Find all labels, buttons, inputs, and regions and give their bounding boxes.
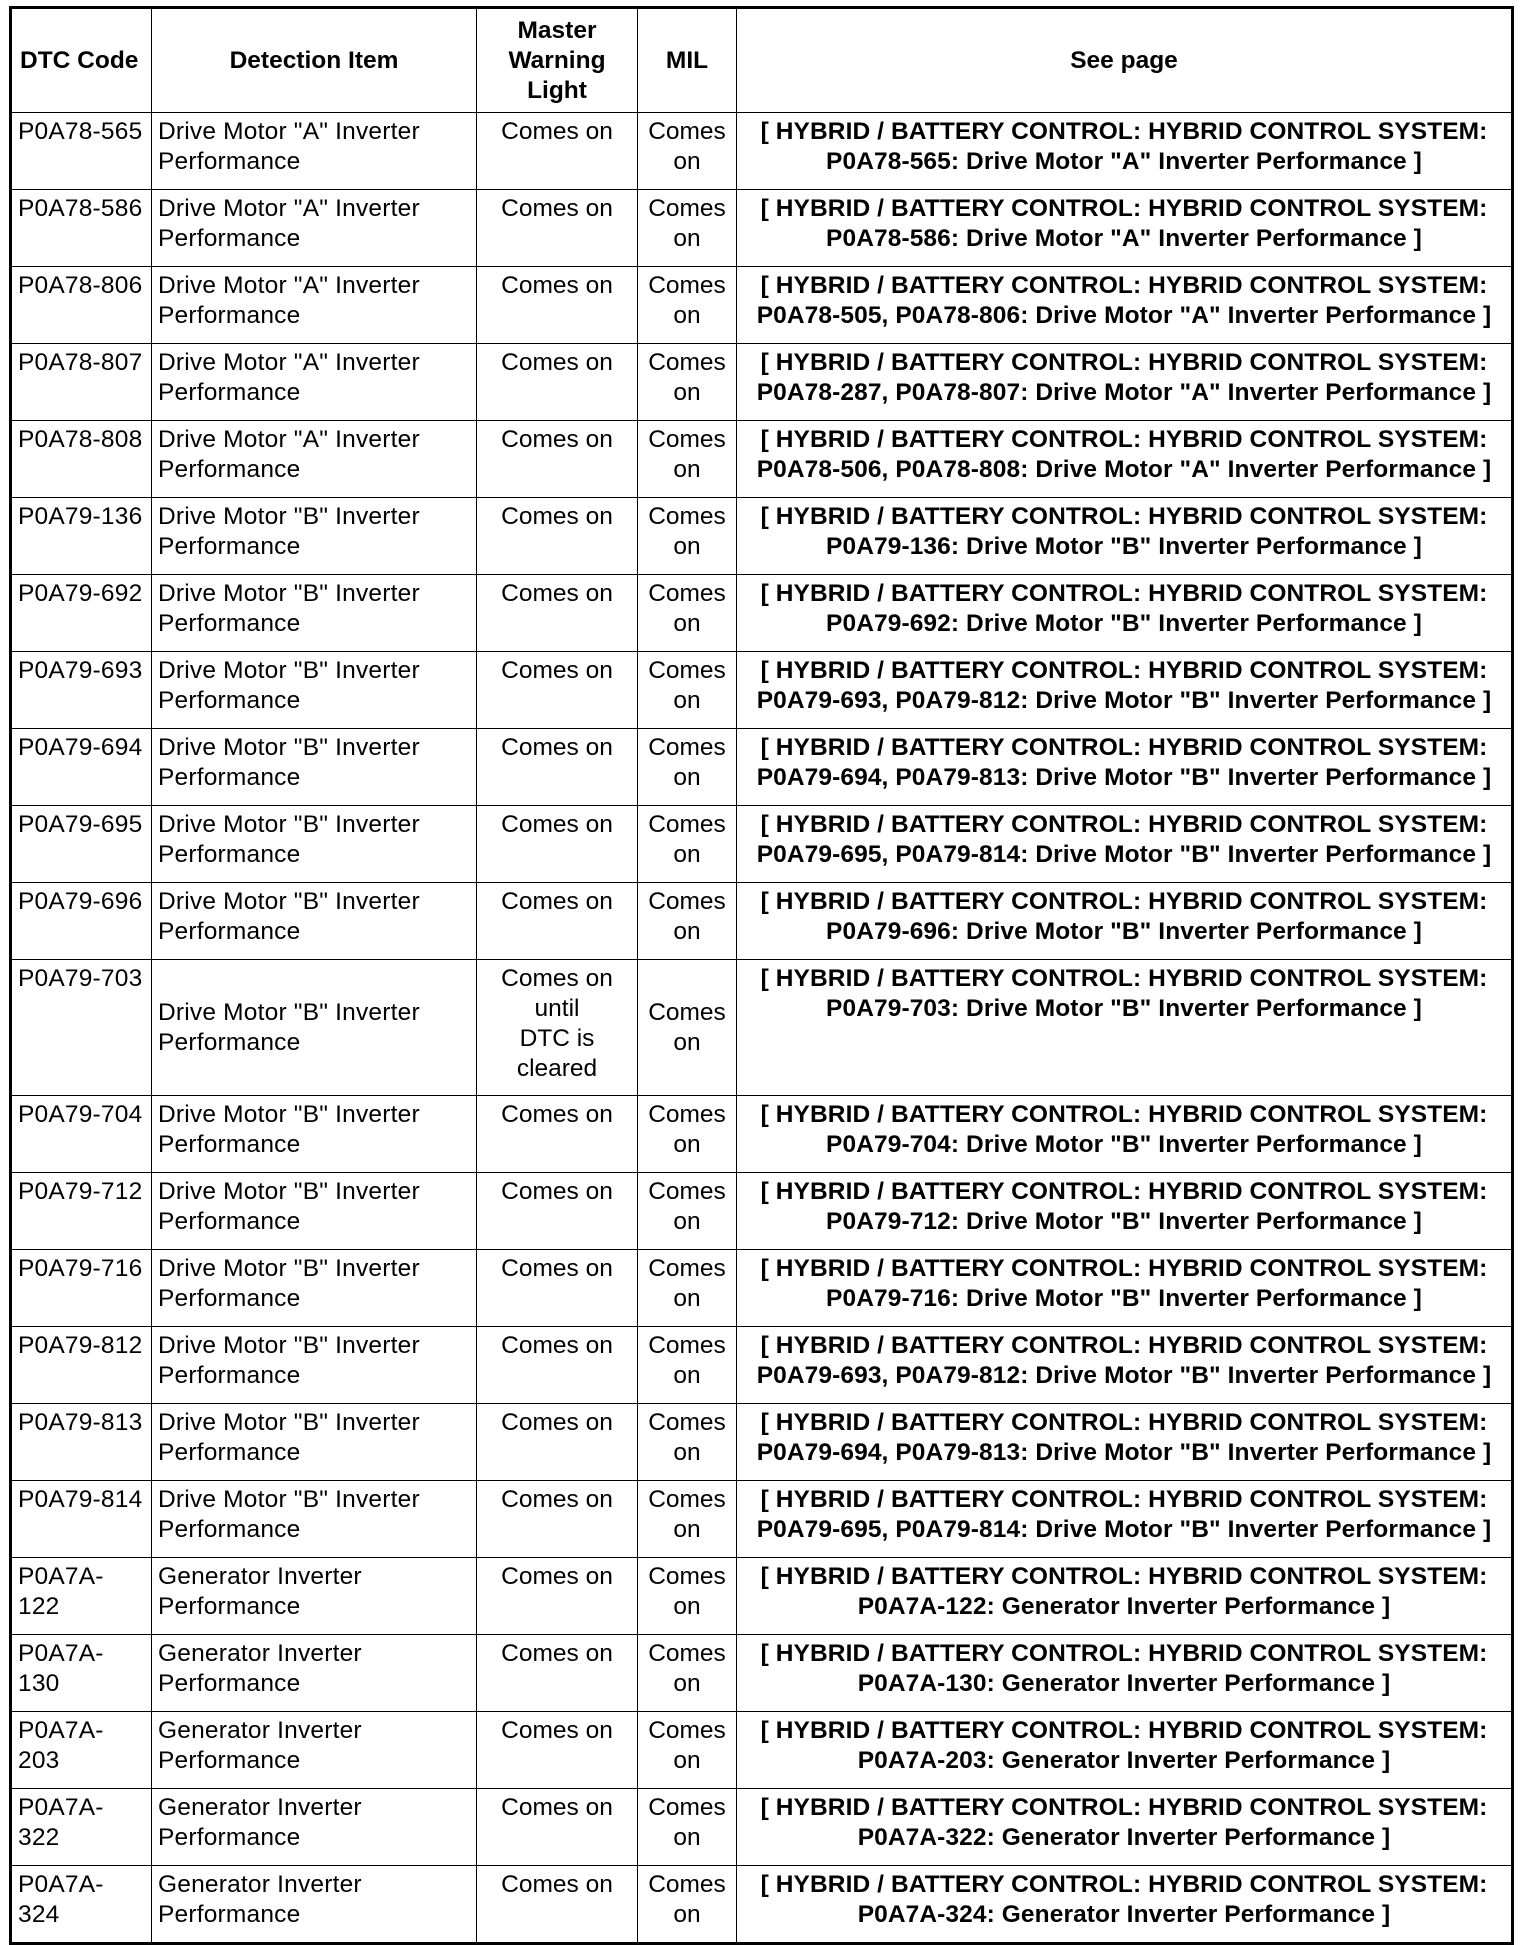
dtc-code-cell: P0A78-808 xyxy=(11,421,152,498)
detection-item-line: Performance xyxy=(158,456,301,483)
mil-line: Comes xyxy=(648,118,726,145)
see-page-line: P0A79-704: Drive Motor "B" Inverter Performance ] xyxy=(826,1131,1422,1158)
detection-item-line: Performance xyxy=(158,533,301,560)
see-page-line: [ HYBRID / BATTERY CONTROL: HYBRID CONTROL SYSTEM: xyxy=(760,657,1488,684)
mil-line: Comes xyxy=(648,580,726,607)
dtc-code-cell: P0A7A-324 xyxy=(11,1866,152,1944)
master-warning-light-cell: Comes on xyxy=(477,1558,638,1635)
mil-cell xyxy=(638,1712,737,1789)
detection-item-line: Drive Motor "B" Inverter xyxy=(158,1255,420,1282)
detection-item-line: Drive Motor "B" Inverter xyxy=(158,811,420,838)
see-page-line: P0A79-694, P0A79-813: Drive Motor "B" Inverter Performance ] xyxy=(756,764,1492,791)
mil-line: Comes xyxy=(648,1563,726,1590)
table-row xyxy=(11,883,1513,960)
mil-line: Comes xyxy=(648,1486,726,1513)
mil-line: on xyxy=(673,1439,701,1466)
table-row xyxy=(11,1173,1513,1250)
see-page-line: [ HYBRID / BATTERY CONTROL: HYBRID CONTROL SYSTEM: xyxy=(760,1486,1488,1513)
detection-item-cell xyxy=(152,1327,477,1404)
table-row xyxy=(11,190,1513,267)
table-row xyxy=(11,1789,1513,1866)
detection-item-line: Drive Motor "A" Inverter xyxy=(158,195,420,222)
mil-line: on xyxy=(673,379,701,406)
see-page-link[interactable] xyxy=(737,806,1513,883)
detection-item-line: Drive Motor "A" Inverter xyxy=(158,349,420,376)
detection-item-line: Performance xyxy=(158,1131,301,1158)
detection-item-line: Generator Inverter xyxy=(158,1640,362,1667)
see-page-line: P0A79-695, P0A79-814: Drive Motor "B" Inverter Performance ] xyxy=(756,1516,1492,1543)
see-page-link[interactable] xyxy=(737,1558,1513,1635)
see-page-line: P0A7A-322: Generator Inverter Performance ] xyxy=(857,1824,1391,1851)
dtc-code-cell: P0A79-694 xyxy=(11,729,152,806)
mil-line: Comes xyxy=(648,1409,726,1436)
detection-item-line: Performance xyxy=(158,1439,301,1466)
see-page-line: [ HYBRID / BATTERY CONTROL: HYBRID CONTROL SYSTEM: xyxy=(760,888,1488,915)
mil-line: Comes xyxy=(648,1255,726,1282)
mil-cell xyxy=(638,1789,737,1866)
see-page-link[interactable] xyxy=(737,267,1513,344)
table-row xyxy=(11,1250,1513,1327)
detection-item-line: Performance xyxy=(158,1208,301,1235)
detection-item-cell xyxy=(152,1558,477,1635)
detection-item-cell xyxy=(152,806,477,883)
master-warning-light-line: cleared xyxy=(516,1055,598,1082)
mil-line: on xyxy=(673,918,701,945)
see-page-link[interactable] xyxy=(737,1635,1513,1712)
master-warning-light-cell: Comes on xyxy=(477,806,638,883)
table-row xyxy=(11,344,1513,421)
see-page-line: [ HYBRID / BATTERY CONTROL: HYBRID CONTROL SYSTEM: xyxy=(760,1332,1488,1359)
see-page-line: P0A79-696: Drive Motor "B" Inverter Performance ] xyxy=(826,918,1422,945)
detection-item-cell xyxy=(152,960,477,1096)
dtc-code-cell: P0A79-693 xyxy=(11,652,152,729)
see-page-line: P0A7A-324: Generator Inverter Performance ] xyxy=(857,1901,1391,1928)
master-warning-light-cell: Comes on xyxy=(477,1789,638,1866)
master-warning-light-cell: Comes on xyxy=(477,883,638,960)
table-body xyxy=(11,113,1513,1944)
mil-cell xyxy=(638,498,737,575)
detection-item-cell xyxy=(152,1173,477,1250)
detection-item-line: Performance xyxy=(158,1516,301,1543)
see-page-line: [ HYBRID / BATTERY CONTROL: HYBRID CONTROL SYSTEM: xyxy=(760,1409,1488,1436)
see-page-link[interactable] xyxy=(737,1789,1513,1866)
table-row xyxy=(11,729,1513,806)
master-warning-light-cell: Comes on xyxy=(477,267,638,344)
detection-item-line: Performance xyxy=(158,1362,301,1389)
master-warning-light-line: DTC is xyxy=(519,1025,595,1052)
table-row xyxy=(11,1866,1513,1944)
see-page-line: [ HYBRID / BATTERY CONTROL: HYBRID CONTROL SYSTEM: xyxy=(760,195,1488,222)
detection-item-line: Generator Inverter xyxy=(158,1794,362,1821)
mil-cell xyxy=(638,729,737,806)
dtc-code-cell: P0A79-136 xyxy=(11,498,152,575)
see-page-line: P0A78-505, P0A78-806: Drive Motor "A" Inverter Performance ] xyxy=(756,302,1492,329)
see-page-link[interactable] xyxy=(737,1866,1513,1944)
mil-cell xyxy=(638,421,737,498)
see-page-line: [ HYBRID / BATTERY CONTROL: HYBRID CONTROL SYSTEM: xyxy=(760,272,1488,299)
master-warning-light-cell: Comes on xyxy=(477,1866,638,1944)
master-warning-light-cell: Comes on xyxy=(477,729,638,806)
master-warning-light-line: until xyxy=(534,995,580,1022)
master-warning-light-cell: Comes on xyxy=(477,1635,638,1712)
detection-item-cell xyxy=(152,113,477,190)
see-page-line: P0A7A-203: Generator Inverter Performance ] xyxy=(857,1747,1391,1774)
detection-item-line: Drive Motor "A" Inverter xyxy=(158,118,420,145)
detection-item-cell xyxy=(152,652,477,729)
detection-item-cell xyxy=(152,1096,477,1173)
mil-cell xyxy=(638,113,737,190)
master-warning-light-cell: Comes on xyxy=(477,652,638,729)
detection-item-cell xyxy=(152,1866,477,1944)
see-page-link[interactable] xyxy=(737,960,1513,1096)
see-page-line: P0A78-287, P0A78-807: Drive Motor "A" Inverter Performance ] xyxy=(756,379,1492,406)
mil-line: on xyxy=(673,1131,701,1158)
see-page-line: [ HYBRID / BATTERY CONTROL: HYBRID CONTROL SYSTEM: xyxy=(760,734,1488,761)
dtc-code-cell: P0A79-814 xyxy=(11,1481,152,1558)
dtc-table xyxy=(9,6,1514,1945)
dtc-code-cell: P0A79-692 xyxy=(11,575,152,652)
detection-item-line: Performance xyxy=(158,918,301,945)
see-page-line: P0A79-712: Drive Motor "B" Inverter Performance ] xyxy=(826,1208,1422,1235)
mil-cell xyxy=(638,806,737,883)
table-row xyxy=(11,652,1513,729)
see-page-line: P0A79-692: Drive Motor "B" Inverter Performance ] xyxy=(826,610,1422,637)
mil-line: on xyxy=(673,1824,701,1851)
detection-item-cell xyxy=(152,267,477,344)
see-page-line: P0A7A-130: Generator Inverter Performance ] xyxy=(857,1670,1391,1697)
see-page-line: P0A79-694, P0A79-813: Drive Motor "B" Inverter Performance ] xyxy=(756,1439,1492,1466)
see-page-line: [ HYBRID / BATTERY CONTROL: HYBRID CONTROL SYSTEM: xyxy=(760,580,1488,607)
see-page-line: P0A7A-122: Generator Inverter Performance ] xyxy=(857,1593,1391,1620)
mil-line: on xyxy=(673,1208,701,1235)
mil-cell xyxy=(638,1173,737,1250)
detection-item-line: Performance xyxy=(158,841,301,868)
see-page-link[interactable] xyxy=(737,1327,1513,1404)
see-page-line: [ HYBRID / BATTERY CONTROL: HYBRID CONTROL SYSTEM: xyxy=(760,1255,1488,1282)
detection-item-line: Drive Motor "B" Inverter xyxy=(158,998,420,1026)
dtc-code-cell: P0A78-806 xyxy=(11,267,152,344)
mil-line: on xyxy=(673,148,701,175)
see-page-line: [ HYBRID / BATTERY CONTROL: HYBRID CONTROL SYSTEM: xyxy=(760,965,1488,992)
mil-line: Comes xyxy=(648,195,726,222)
dtc-code-cell: P0A79-813 xyxy=(11,1404,152,1481)
see-page-line: P0A78-565: Drive Motor "A" Inverter Performance ] xyxy=(826,148,1422,175)
mil-line: on xyxy=(673,1593,701,1620)
mil-line: on xyxy=(673,610,701,637)
see-page-link[interactable] xyxy=(737,1096,1513,1173)
see-page-line: P0A79-695, P0A79-814: Drive Motor "B" Inverter Performance ] xyxy=(756,841,1492,868)
table-row xyxy=(11,1327,1513,1404)
detection-item-line: Drive Motor "B" Inverter xyxy=(158,1486,420,1513)
master-warning-light-cell: Comes on xyxy=(477,1404,638,1481)
see-page-line: [ HYBRID / BATTERY CONTROL: HYBRID CONTROL SYSTEM: xyxy=(760,1563,1488,1590)
mil-line: Comes xyxy=(648,1640,726,1667)
detection-item-cell xyxy=(152,1404,477,1481)
mil-line: Comes xyxy=(648,734,726,761)
mil-line: on xyxy=(673,1362,701,1389)
dtc-code-cell: P0A79-695 xyxy=(11,806,152,883)
table-row xyxy=(11,267,1513,344)
mil-line: on xyxy=(673,456,701,483)
mil-cell xyxy=(638,1558,737,1635)
detection-item-cell xyxy=(152,1789,477,1866)
master-warning-light-cell: Comes on xyxy=(477,498,638,575)
mil-line: Comes xyxy=(648,1871,726,1898)
detection-item-line: Drive Motor "B" Inverter xyxy=(158,1409,420,1436)
table-row xyxy=(11,1096,1513,1173)
see-page-line: P0A79-136: Drive Motor "B" Inverter Performance ] xyxy=(826,533,1422,560)
mil-line: Comes xyxy=(648,503,726,530)
table-row xyxy=(11,575,1513,652)
detection-item-cell xyxy=(152,575,477,652)
mil-line: on xyxy=(673,1901,701,1928)
see-page-line: [ HYBRID / BATTERY CONTROL: HYBRID CONTROL SYSTEM: xyxy=(760,1640,1488,1667)
mil-cell xyxy=(638,1096,737,1173)
see-page-line: P0A79-716: Drive Motor "B" Inverter Performance ] xyxy=(826,1285,1422,1312)
master-warning-light-cell: Comes on xyxy=(477,1712,638,1789)
detection-item-line: Drive Motor "B" Inverter xyxy=(158,1332,420,1359)
header-see-page: See page xyxy=(737,8,1513,113)
see-page-link[interactable] xyxy=(737,113,1513,190)
see-page-link[interactable] xyxy=(737,1712,1513,1789)
mil-cell xyxy=(638,1635,737,1712)
mil-line: on xyxy=(673,1028,701,1056)
see-page-line: [ HYBRID / BATTERY CONTROL: HYBRID CONTROL SYSTEM: xyxy=(760,1178,1488,1205)
mil-cell xyxy=(638,1866,737,1944)
header-master-warning-light-line: Light xyxy=(527,76,587,104)
detection-item-cell xyxy=(152,1635,477,1712)
header-master-warning-light xyxy=(477,8,638,113)
dtc-code-cell: P0A78-807 xyxy=(11,344,152,421)
master-warning-light-cell: Comes on xyxy=(477,344,638,421)
detection-item-cell xyxy=(152,190,477,267)
mil-line: on xyxy=(673,225,701,252)
dtc-code-cell: P0A79-716 xyxy=(11,1250,152,1327)
detection-item-line: Drive Motor "B" Inverter xyxy=(158,888,420,915)
detection-item-line: Performance xyxy=(158,1670,301,1697)
master-warning-light-cell: Comes on xyxy=(477,1327,638,1404)
see-page-link[interactable] xyxy=(737,729,1513,806)
see-page-line: [ HYBRID / BATTERY CONTROL: HYBRID CONTROL SYSTEM: xyxy=(760,426,1488,453)
detection-item-line: Drive Motor "A" Inverter xyxy=(158,426,420,453)
dtc-code-cell: P0A79-812 xyxy=(11,1327,152,1404)
header-row xyxy=(11,8,1513,113)
mil-line: Comes xyxy=(648,1717,726,1744)
mil-cell xyxy=(638,960,737,1096)
dtc-code-cell: P0A79-696 xyxy=(11,883,152,960)
detection-item-line: Drive Motor "A" Inverter xyxy=(158,272,420,299)
master-warning-light-cell: Comes on xyxy=(477,190,638,267)
mil-line: Comes xyxy=(648,272,726,299)
mil-cell xyxy=(638,1481,737,1558)
header-master-warning-light-line: Master xyxy=(517,16,597,44)
see-page-link[interactable] xyxy=(737,652,1513,729)
mil-line: Comes xyxy=(648,349,726,376)
mil-cell xyxy=(638,1250,737,1327)
master-warning-light-cell: Comes on xyxy=(477,1173,638,1250)
see-page-link[interactable] xyxy=(737,498,1513,575)
mil-line: Comes xyxy=(648,998,726,1026)
detection-item-line: Performance xyxy=(158,379,301,406)
mil-cell xyxy=(638,267,737,344)
table-row xyxy=(11,1481,1513,1558)
detection-item-line: Drive Motor "B" Inverter xyxy=(158,1178,420,1205)
mil-line: Comes xyxy=(648,811,726,838)
mil-line: on xyxy=(673,841,701,868)
detection-item-line: Performance xyxy=(158,1593,301,1620)
master-warning-light-cell: Comes on xyxy=(477,421,638,498)
mil-line: on xyxy=(673,1516,701,1543)
mil-cell xyxy=(638,1404,737,1481)
see-page-link[interactable] xyxy=(737,1173,1513,1250)
detection-item-line: Performance xyxy=(158,1028,301,1056)
header-dtc-code: DTC Code xyxy=(11,8,152,113)
dtc-code-cell: P0A78-586 xyxy=(11,190,152,267)
see-page-link[interactable] xyxy=(737,883,1513,960)
detection-item-line: Performance xyxy=(158,1285,301,1312)
see-page-line: [ HYBRID / BATTERY CONTROL: HYBRID CONTROL SYSTEM: xyxy=(760,1871,1488,1898)
mil-line: on xyxy=(673,1670,701,1697)
see-page-link[interactable] xyxy=(737,1481,1513,1558)
mil-line: on xyxy=(673,302,701,329)
dtc-code-cell: P0A79-703 xyxy=(11,960,152,1096)
mil-line: Comes xyxy=(648,657,726,684)
detection-item-line: Drive Motor "B" Inverter xyxy=(158,734,420,761)
dtc-code-cell: P0A79-704 xyxy=(11,1096,152,1173)
see-page-line: [ HYBRID / BATTERY CONTROL: HYBRID CONTROL SYSTEM: xyxy=(760,1717,1488,1744)
mil-line: on xyxy=(673,687,701,714)
detection-item-line: Performance xyxy=(158,1901,301,1928)
detection-item-cell xyxy=(152,344,477,421)
mil-cell xyxy=(638,575,737,652)
master-warning-light-cell: Comes on xyxy=(477,1481,638,1558)
master-warning-light-cell xyxy=(477,960,638,1096)
detection-item-line: Performance xyxy=(158,148,301,175)
header-detection-item: Detection Item xyxy=(152,8,477,113)
mil-line: Comes xyxy=(648,1178,726,1205)
master-warning-light-cell: Comes on xyxy=(477,1096,638,1173)
see-page-line: P0A79-693, P0A79-812: Drive Motor "B" Inverter Performance ] xyxy=(756,1362,1492,1389)
master-warning-light-cell: Comes on xyxy=(477,575,638,652)
see-page-line: [ HYBRID / BATTERY CONTROL: HYBRID CONTROL SYSTEM: xyxy=(760,503,1488,530)
mil-line: Comes xyxy=(648,888,726,915)
mil-line: on xyxy=(673,1285,701,1312)
detection-item-line: Drive Motor "B" Inverter xyxy=(158,503,420,530)
header-mil: MIL xyxy=(638,8,737,113)
detection-item-line: Drive Motor "B" Inverter xyxy=(158,1101,420,1128)
table-row xyxy=(11,113,1513,190)
mil-line: Comes xyxy=(648,1332,726,1359)
detection-item-cell xyxy=(152,498,477,575)
mil-cell xyxy=(638,652,737,729)
mil-line: on xyxy=(673,1747,701,1774)
table-row xyxy=(11,1558,1513,1635)
detection-item-cell xyxy=(152,421,477,498)
master-warning-light-line: Comes on xyxy=(501,965,613,992)
see-page-link[interactable] xyxy=(737,1250,1513,1327)
table-row xyxy=(11,806,1513,883)
dtc-code-cell: P0A7A-322 xyxy=(11,1789,152,1866)
mil-cell xyxy=(638,344,737,421)
detection-item-line: Drive Motor "B" Inverter xyxy=(158,580,420,607)
see-page-line: P0A78-506, P0A78-808: Drive Motor "A" Inverter Performance ] xyxy=(756,456,1492,483)
detection-item-line: Performance xyxy=(158,302,301,329)
detection-item-line: Generator Inverter xyxy=(158,1871,362,1898)
detection-item-line: Performance xyxy=(158,1747,301,1774)
see-page-line: P0A79-703: Drive Motor "B" Inverter Performance ] xyxy=(826,995,1422,1022)
see-page-link[interactable] xyxy=(737,344,1513,421)
master-warning-light-cell: Comes on xyxy=(477,113,638,190)
dtc-code-cell: P0A79-712 xyxy=(11,1173,152,1250)
see-page-line: P0A78-586: Drive Motor "A" Inverter Performance ] xyxy=(826,225,1422,252)
see-page-line: [ HYBRID / BATTERY CONTROL: HYBRID CONTROL SYSTEM: xyxy=(760,349,1488,376)
detection-item-cell xyxy=(152,1250,477,1327)
master-warning-light-cell: Comes on xyxy=(477,1250,638,1327)
detection-item-cell xyxy=(152,1712,477,1789)
see-page-line: P0A79-693, P0A79-812: Drive Motor "B" Inverter Performance ] xyxy=(756,687,1492,714)
mil-line: Comes xyxy=(648,426,726,453)
detection-item-line: Performance xyxy=(158,1824,301,1851)
detection-item-line: Performance xyxy=(158,610,301,637)
detection-item-cell xyxy=(152,883,477,960)
mil-line: Comes xyxy=(648,1101,726,1128)
detection-item-cell xyxy=(152,729,477,806)
table-row xyxy=(11,1712,1513,1789)
mil-line: on xyxy=(673,533,701,560)
dtc-code-cell: P0A78-565 xyxy=(11,113,152,190)
table-row xyxy=(11,960,1513,1096)
detection-item-line: Performance xyxy=(158,764,301,791)
see-page-line: [ HYBRID / BATTERY CONTROL: HYBRID CONTROL SYSTEM: xyxy=(760,1101,1488,1128)
table-row xyxy=(11,498,1513,575)
table-row xyxy=(11,1635,1513,1712)
detection-item-line: Generator Inverter xyxy=(158,1563,362,1590)
dtc-code-cell: P0A7A-203 xyxy=(11,1712,152,1789)
dtc-code-cell: P0A7A-122 xyxy=(11,1558,152,1635)
table-header xyxy=(11,8,1513,113)
dtc-code-cell: P0A7A-130 xyxy=(11,1635,152,1712)
mil-line: on xyxy=(673,764,701,791)
detection-item-line: Performance xyxy=(158,225,301,252)
see-page-line: [ HYBRID / BATTERY CONTROL: HYBRID CONTROL SYSTEM: xyxy=(760,1794,1488,1821)
mil-cell xyxy=(638,883,737,960)
see-page-link[interactable] xyxy=(737,575,1513,652)
table-row xyxy=(11,1404,1513,1481)
detection-item-line: Generator Inverter xyxy=(158,1717,362,1744)
header-master-warning-light-line: Warning xyxy=(508,46,606,74)
see-page-line: [ HYBRID / BATTERY CONTROL: HYBRID CONTROL SYSTEM: xyxy=(760,811,1488,838)
table-row xyxy=(11,421,1513,498)
mil-cell xyxy=(638,190,737,267)
see-page-line: [ HYBRID / BATTERY CONTROL: HYBRID CONTROL SYSTEM: xyxy=(760,118,1488,145)
mil-line: Comes xyxy=(648,1794,726,1821)
detection-item-line: Performance xyxy=(158,687,301,714)
mil-cell xyxy=(638,1327,737,1404)
detection-item-cell xyxy=(152,1481,477,1558)
detection-item-line: Drive Motor "B" Inverter xyxy=(158,657,420,684)
see-page-link[interactable] xyxy=(737,190,1513,267)
see-page-link[interactable] xyxy=(737,421,1513,498)
see-page-link[interactable] xyxy=(737,1404,1513,1481)
